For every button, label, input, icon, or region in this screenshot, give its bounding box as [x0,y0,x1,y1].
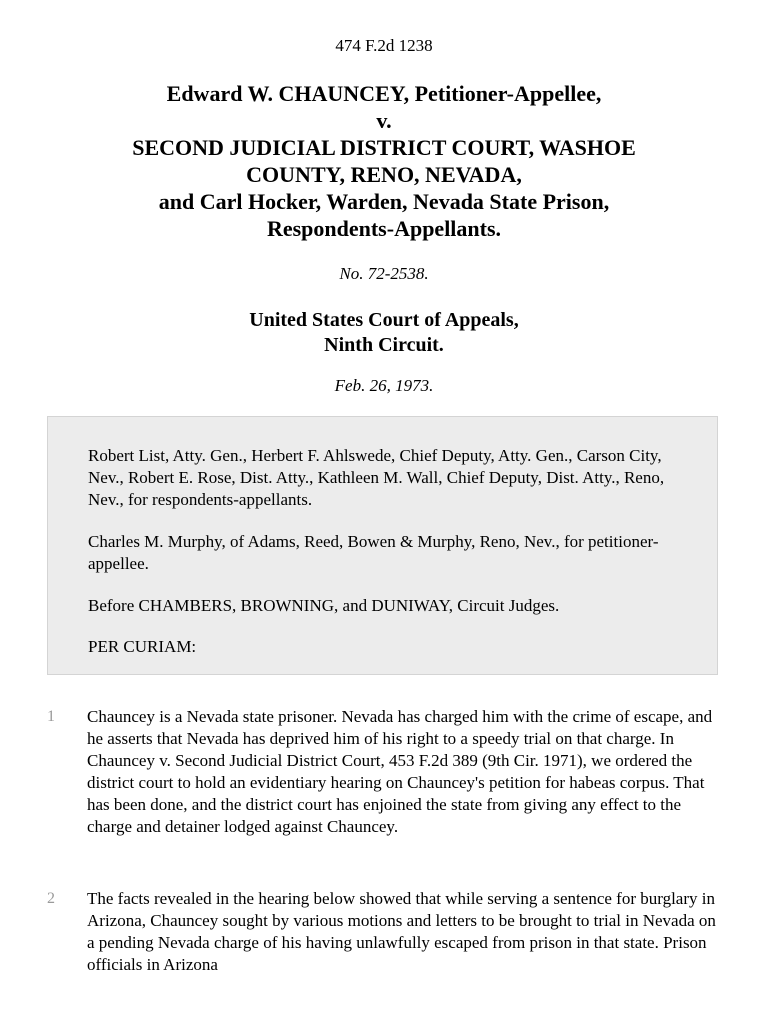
paragraph-text: Chauncey is a Nevada state prisoner. Nevada has charged him with the crime of escape, and he asserts that Nevada has deprived him of his right to a speedy trial on that charge. In Chauncey v. Second Judicial District Court, 453 F.2d 389 (9th Cir. 1971), we ordered the district court to hold an evidentiary hearing on Chauncey's petition for habeas corpus. That has been done, and the district court has enjoined the state from giving any effect to the charge and detainer lodged against Chauncey. [87,707,713,836]
case-caption [40,80,728,242]
caption-petitioner: Edward W. CHAUNCEY, Petitioner-Appellee, [166,81,602,106]
court-name-line-2: Ninth Circuit. [324,334,444,356]
case-citation: 474 F.2d 1238 [335,36,433,55]
caption-versus: v. [376,108,392,133]
court-name-line-1: United States Court of Appeals, [249,309,519,331]
paragraph-number: 1 [47,708,55,725]
docket-number: No. 72-2538. [339,264,429,283]
per-curiam-label: PER CURIAM: [88,637,197,656]
paragraph-number: 2 [47,890,55,907]
headnote-box [47,416,718,675]
court-name [0,308,768,358]
decision-date: Feb. 26, 1973. [334,376,434,395]
caption-respondent-line-1: SECOND JUDICIAL DISTRICT COURT, WASHOE [132,135,636,160]
caption-respondent-line-4: Respondents-Appellants. [266,216,502,241]
panel-judges: Before CHAMBERS, BROWNING, and DUNIWAY, Circuit Judges. [88,596,560,615]
caption-respondent-line-2: COUNTY, RENO, NEVADA, [246,162,522,187]
paragraph-text: The facts revealed in the hearing below showed that while serving a sentence for burglary in Arizona, Chauncey sought by various motions and letters to be brought to trial in Nevada on a pending Nevada charge of his having unlawfully escaped from prison in that state. Prison officials in Arizona [87,889,716,974]
counsel-respondents: Robert List, Atty. Gen., Herbert F. Ahlswede, Chief Deputy, Atty. Gen., Carson City, Nev., Robert E. Rose, Dist. Atty., Kathleen M. Wall, Chief Deputy, Dist. Atty., Reno, Nev., for respondents-appellants. [88,446,665,509]
caption-respondent-line-3: and Carl Hocker, Warden, Nevada State Prison, [158,189,610,214]
counsel-petitioner: Charles M. Murphy, of Adams, Reed, Bowen & Murphy, Reno, Nev., for petitioner-appellee. [88,532,659,573]
